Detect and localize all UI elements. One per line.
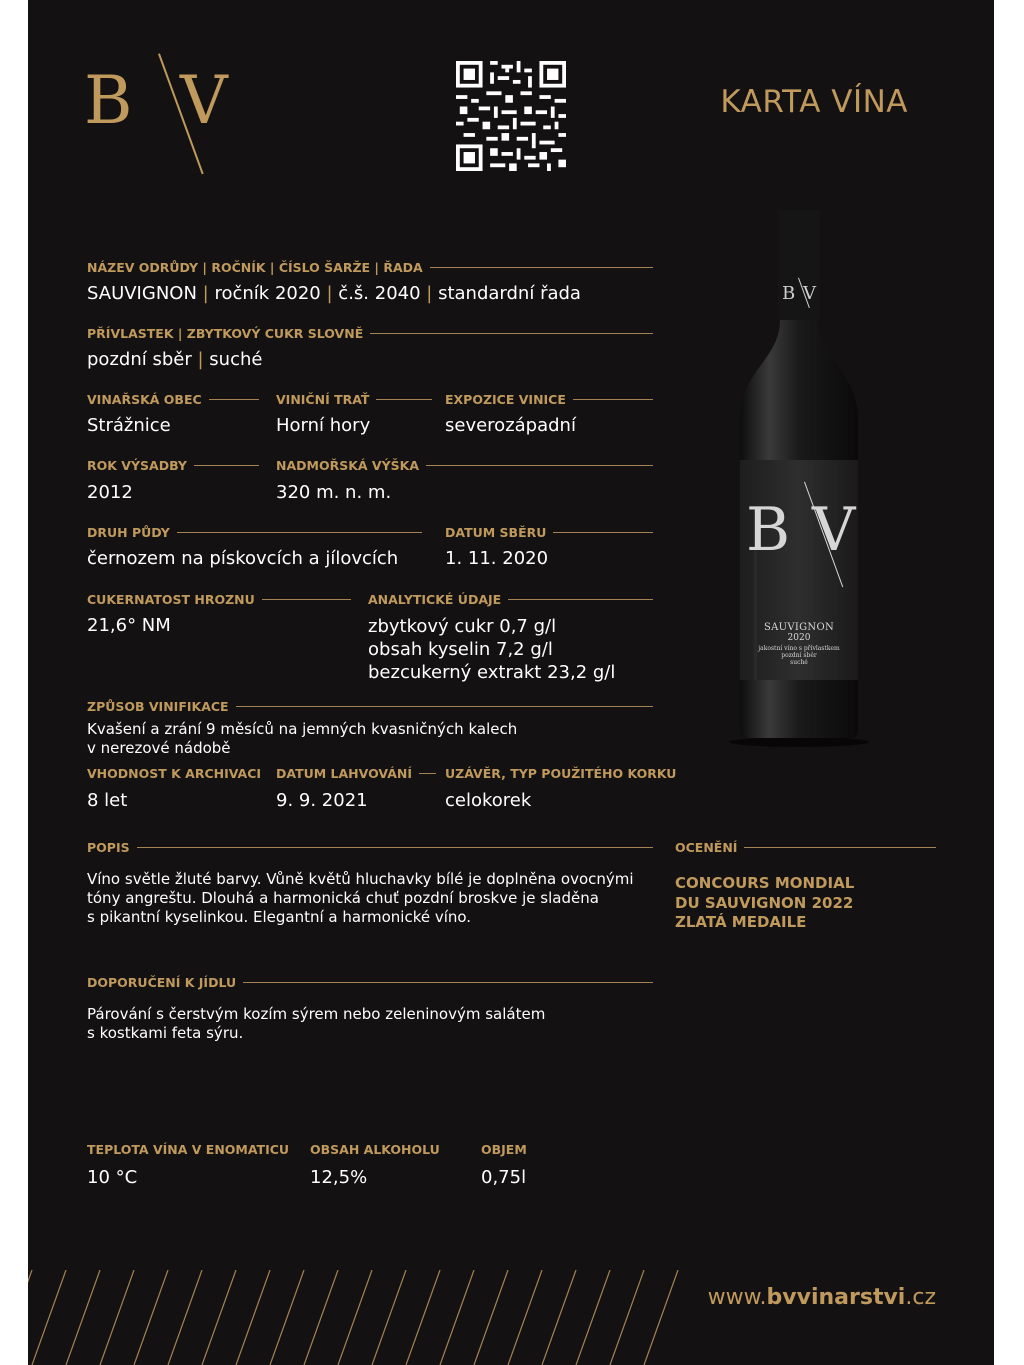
label-analyticke-text: ANALYTICKÉ ÚDAJE xyxy=(368,591,502,607)
label-obec-text: VINAŘSKÁ OBEC xyxy=(87,391,202,407)
value-nazev-sarze: č.š. 2040 xyxy=(338,283,421,304)
value-teplota: 10 °C xyxy=(87,1167,138,1188)
oceneni-line: ZLATÁ MEDAILE xyxy=(675,913,807,931)
label-trat xyxy=(276,391,432,407)
label-obec xyxy=(87,391,259,407)
value-nazev-rada: standardní řada xyxy=(438,283,581,304)
jidlo-line: Párování s čerstvým kozím sýrem nebo zeleninovým salátem xyxy=(87,1005,546,1023)
value-jidlo xyxy=(87,1005,545,1043)
label-privlastek xyxy=(87,325,653,341)
analyticke-line: obsah kyselin 7,2 g/l xyxy=(368,639,553,660)
label-alkohol-text: OBSAH ALKOHOLU xyxy=(310,1141,440,1157)
separator: | xyxy=(426,283,433,304)
label-nazev xyxy=(87,259,653,275)
analyticke-line: bezcukerný extrakt 23,2 g/l xyxy=(368,662,616,683)
label-jidlo-text: DOPORUČENÍ K JÍDLU xyxy=(87,974,237,990)
divider xyxy=(553,532,653,533)
website-link-tld: .cz xyxy=(905,1285,936,1310)
value-obec: Strážnice xyxy=(87,415,171,436)
label-lahvovani xyxy=(276,765,436,781)
divider xyxy=(419,773,436,774)
label-jidlo xyxy=(87,974,653,990)
analyticke-line: zbytkový cukr 0,7 g/l xyxy=(368,616,557,637)
label-objem-text: OBJEM xyxy=(481,1141,527,1157)
page-title: KARTA VÍNA xyxy=(720,84,908,120)
divider xyxy=(177,532,422,533)
popis-line: tóny angreštu. Dlouhá a harmonická chuť pozdní broskve je sladěna xyxy=(87,889,599,907)
label-oceneni xyxy=(675,839,936,855)
separator: | xyxy=(202,283,209,304)
divider xyxy=(236,706,653,707)
website-link[interactable] xyxy=(708,1285,936,1310)
label-teplota xyxy=(87,1141,289,1157)
bottle-cap-logo-b: B xyxy=(782,283,796,304)
value-archivace: 8 let xyxy=(87,790,128,811)
value-vyska: 320 m. n. m. xyxy=(276,482,392,503)
divider xyxy=(262,599,351,600)
separator: | xyxy=(326,283,333,304)
value-nazev-rocnik: ročník 2020 xyxy=(214,283,321,304)
value-analyticke xyxy=(368,615,615,684)
value-nazev-odruda: SAUVIGNON xyxy=(87,283,197,304)
value-oceneni xyxy=(675,874,854,933)
label-privlastek-text: PŘÍVLASTEK | ZBYTKOVÝ CUKR SLOVNĚ xyxy=(87,325,364,341)
label-alkohol xyxy=(310,1141,440,1157)
wine-card xyxy=(28,0,994,1365)
label-cukernatost-text: CUKERNATOST HROZNU xyxy=(87,591,255,607)
divider xyxy=(370,333,653,334)
value-sber: 1. 11. 2020 xyxy=(445,548,549,569)
oceneni-line: CONCOURS MONDIAL xyxy=(675,874,855,892)
divider xyxy=(209,399,259,400)
value-expozice: severozápadní xyxy=(445,415,576,436)
divider xyxy=(573,399,653,400)
value-privlastek-cukr: suché xyxy=(209,349,263,370)
label-vysadba-text: ROK VÝSADBY xyxy=(87,457,187,473)
value-privlastek xyxy=(87,349,262,370)
label-vyska xyxy=(276,457,653,473)
label-nazev-text: NÁZEV ODRŮDY | ROČNÍK | ČÍSLO ŠARŽE | ŘADA xyxy=(87,259,423,275)
label-archivace-text: VHODNOST K ARCHIVACI xyxy=(87,765,262,781)
label-archivace xyxy=(87,765,266,781)
website-link-prefix: www. xyxy=(707,1285,767,1310)
qr-code-icon[interactable] xyxy=(456,61,566,171)
label-cukernatost xyxy=(87,591,351,607)
bottle-label-text xyxy=(740,622,858,666)
website-link-domain: bvvinarstvi xyxy=(766,1285,906,1310)
value-cukernatost: 21,6° NM xyxy=(87,615,171,636)
bottle-variety: SAUVIGNON xyxy=(763,622,835,633)
vinifikace-line: Kvašení a zrání 9 měsíců na jemných kvasničných kalech xyxy=(87,720,518,738)
logo-letter-b: B xyxy=(84,62,133,139)
divider xyxy=(426,465,653,466)
divider xyxy=(194,465,259,466)
bottle-line3: suché xyxy=(790,659,808,666)
value-trat: Horní hory xyxy=(276,415,371,436)
label-puda-text: DRUH PŮDY xyxy=(87,524,170,540)
value-alkohol: 12,5% xyxy=(310,1167,368,1188)
oceneni-line: DU SAUVIGNON 2022 xyxy=(675,893,854,912)
label-uzaver xyxy=(445,765,676,781)
brand-logo xyxy=(84,54,234,184)
label-oceneni-text: OCENĚNÍ xyxy=(675,839,738,855)
bottle-line2: pozdní sběr xyxy=(781,652,817,659)
label-sber-text: DATUM SBĚRU xyxy=(445,524,547,540)
bottle-label-logo-b: B xyxy=(746,495,791,565)
label-vyska-text: NADMOŘSKÁ VÝŠKA xyxy=(276,457,420,473)
label-expozice-text: EXPOZICE VINICE xyxy=(445,391,566,407)
label-vinifikace-text: ZPŮSOB VINIFIKACE xyxy=(87,698,229,714)
bottle-line1: jakostní víno s přívlastkem xyxy=(758,645,840,652)
bottle-cap-logo-v: V xyxy=(803,283,816,304)
label-expozice xyxy=(445,391,653,407)
value-popis xyxy=(87,870,647,927)
label-uzaver-text: UZÁVĚR, TYP POUŽITÉHO KORKU xyxy=(445,765,677,781)
divider xyxy=(508,599,653,600)
label-sber xyxy=(445,524,653,540)
label-teplota-text: TEPLOTA VÍNA V ENOMATICU xyxy=(87,1141,290,1157)
wine-bottle-image xyxy=(724,210,874,750)
value-puda: černozem na pískovcích a jílovcích xyxy=(87,548,399,569)
label-popis-text: POPIS xyxy=(87,839,130,855)
decorative-diagonal-lines xyxy=(28,1270,728,1365)
separator: | xyxy=(197,349,204,370)
jidlo-line: s kostkami feta sýru. xyxy=(87,1024,244,1042)
logo-letter-v: V xyxy=(180,62,228,139)
value-vysadba: 2012 xyxy=(87,482,133,503)
divider xyxy=(430,267,653,268)
divider xyxy=(137,847,653,848)
label-puda xyxy=(87,524,422,540)
label-lahvovani-text: DATUM LAHVOVÁNÍ xyxy=(276,765,413,781)
bottle-year: 2020 xyxy=(787,633,811,643)
divider xyxy=(243,982,653,983)
value-objem: 0,75l xyxy=(481,1167,527,1188)
vinifikace-line: v nerezové nádobě xyxy=(87,739,231,757)
divider xyxy=(376,399,432,400)
value-privlastek-sber: pozdní sběr xyxy=(87,349,192,370)
value-uzaver: celokorek xyxy=(445,790,532,811)
divider xyxy=(744,847,936,848)
label-trat-text: VINIČNÍ TRAŤ xyxy=(276,391,370,407)
bottle-label-logo-v: V xyxy=(812,495,856,565)
popis-line: Víno světle žluté barvy. Vůně květů hluchavky bílé je doplněna ovocnými xyxy=(87,870,634,888)
label-popis xyxy=(87,839,653,855)
value-lahvovani: 9. 9. 2021 xyxy=(276,790,368,811)
label-analyticke xyxy=(368,591,653,607)
value-nazev xyxy=(87,283,581,304)
label-vinifikace xyxy=(87,698,653,714)
label-objem xyxy=(481,1141,527,1157)
popis-line: s pikantní kyselinkou. Elegantní a harmonické víno. xyxy=(87,908,472,926)
label-vysadba xyxy=(87,457,259,473)
value-vinifikace xyxy=(87,720,517,758)
